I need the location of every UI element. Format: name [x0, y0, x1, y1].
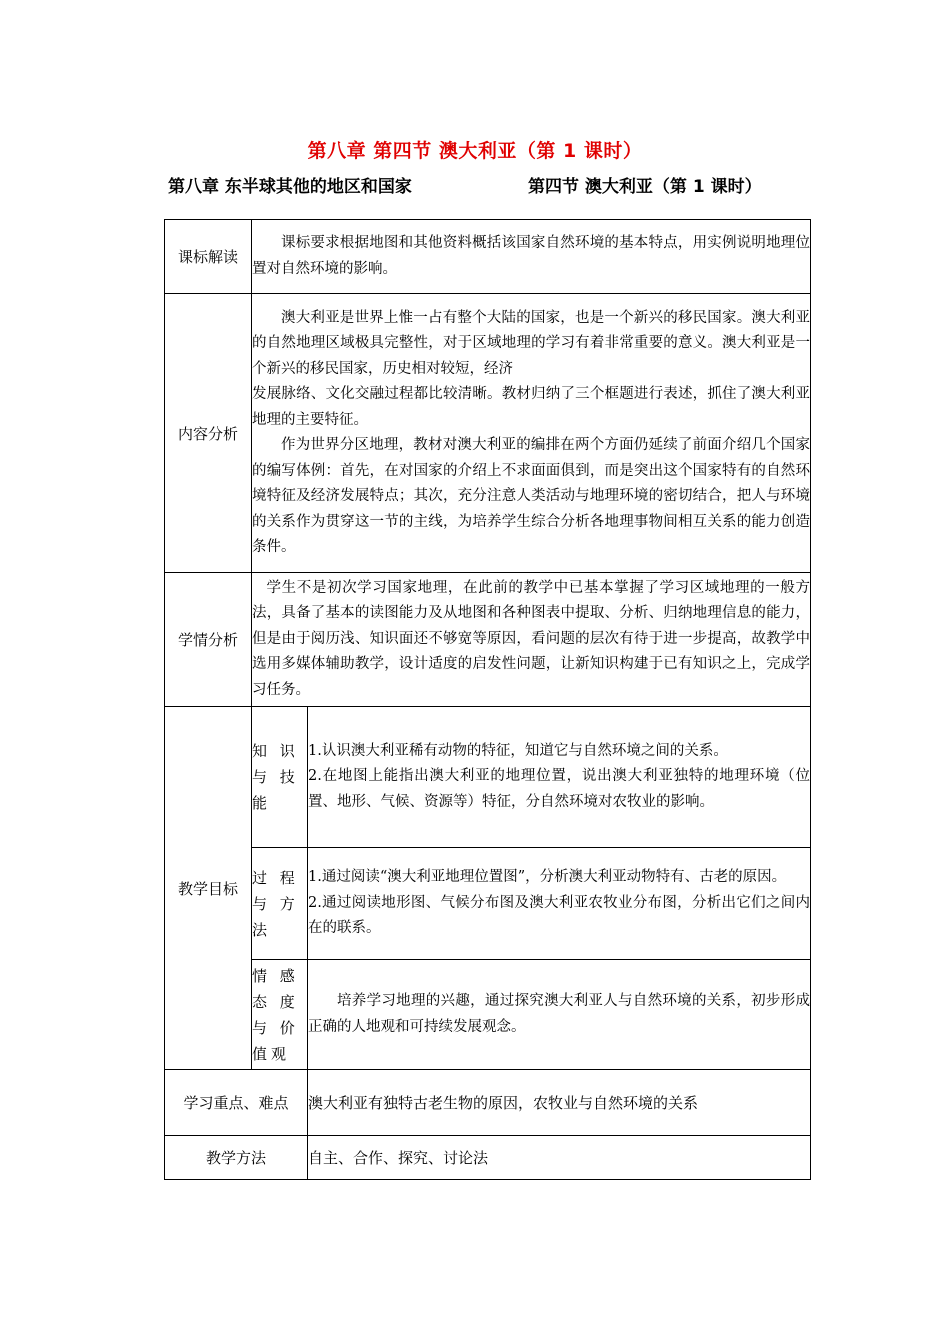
- row-label-content-analysis: 内容分析: [165, 294, 252, 573]
- lesson-plan-table: [164, 219, 811, 1180]
- section-heading: 第四节 澳大利亚（第 1 课时）: [528, 177, 762, 197]
- row-label-key-points: 学习重点、难点: [165, 1070, 308, 1136]
- objective-process-content: [308, 848, 811, 960]
- curriculum-text: 课标要求根据地图和其他资料概括该国家自然环境的基本特点，用实例说明地理位置对自然环境的影响。: [252, 235, 810, 277]
- methods-text: 自主、合作、探究、讨论法: [308, 1136, 811, 1180]
- key-points-text: 澳大利亚有独特古老生物的原因，农牧业与自然环境的关系: [308, 1070, 811, 1136]
- table-row: [165, 573, 811, 707]
- content-analysis-paragraph-1b: 发展脉络、文化交融过程都比较清晰。教材归纳了三个框题进行表述，抓住了澳大利亚地理的主要特征。: [252, 386, 810, 428]
- content-analysis-paragraph-2: 作为世界分区地理，教材对澳大利亚的编排在两个方面仍延续了前面介绍几个国家的编写体例：首先，在对国家的介绍上不求面面俱到，而是突出这个国家特有的自然环境特征及经济发展特点；其次，充分注意人类活动与地理环境的密切结合，把人与环境的关系作为贯穿这一节的主线，为培养学生综合分析各地理事物间相互关系的能力创造条件。: [252, 437, 810, 555]
- learner-analysis-content: [252, 573, 811, 707]
- row-label-curriculum: 课标解读: [165, 220, 252, 294]
- curriculum-content: [252, 220, 811, 294]
- knowledge-item-1: 1.认识澳大利亚稀有动物的特征，知道它与自然环境之间的关系。: [308, 742, 728, 759]
- attitude-text: 培养学习地理的兴趣，通过探究澳大利亚人与自然环境的关系，初步形成正确的人地观和可持续发展观念。: [308, 993, 810, 1035]
- table-row: [165, 848, 811, 960]
- learner-analysis-text: 学生不是初次学习国家地理，在此前的教学中已基本掌握了学习区域地理的一般方法，具备了基本的读图能力及从地图和各种图表中提取、分析、归纳地理信息的能力，但是由于阅历浅、知识面还不够宽等原因，看问题的层次有待于进一步提高，故教学中选用多媒体辅助教学，设计适度的启发性问题，让新知识构建于已有知识之上，完成学习任务。: [252, 579, 810, 698]
- table-row: [165, 1070, 811, 1136]
- objective-knowledge-content: [308, 707, 811, 848]
- table-row: [165, 294, 811, 573]
- process-item-2: 2.通过阅读地形图、气候分布图及澳大利亚农牧业分布图，分析出它们之间内在的联系。: [308, 894, 810, 937]
- page-title: 第八章 第四节 澳大利亚（第 1 课时）: [307, 140, 643, 162]
- knowledge-item-2: 2.在地图上能指出澳大利亚的地理位置，说出澳大利亚独特的地理环境（位置、地形、气候、资源等）特征，分自然环境对农牧业的影响。: [308, 768, 810, 810]
- table-row: [165, 960, 811, 1070]
- row-label-objectives: 教学目标: [165, 707, 252, 1070]
- table-row: [165, 220, 811, 294]
- row-label-learner-analysis: 学情分析: [165, 573, 252, 707]
- content-analysis-content: [252, 294, 811, 573]
- row-label-methods: 教学方法: [165, 1136, 308, 1180]
- objective-attitude-content: [308, 960, 811, 1070]
- table-row: [165, 1136, 811, 1180]
- table-row: [165, 707, 811, 848]
- objective-label-attitude: 情 感 态 度 与 价 值观: [252, 960, 308, 1070]
- process-item-1: 1.通过阅读“澳大利亚地理位置图”，分析澳大利亚动物特有、古老的原因。: [308, 869, 787, 886]
- objective-label-knowledge: 知 识 与 技 能: [252, 707, 308, 848]
- chapter-heading: 第八章 东半球其他的地区和国家: [168, 177, 412, 197]
- objective-label-process: 过 程 与 方 法: [252, 848, 308, 960]
- content-analysis-paragraph-1: 澳大利亚是世界上惟一占有整个大陆的国家，也是一个新兴的移民国家。澳大利亚的自然地理区域极具完整性，对于区域地理的学习有着非常重要的意义。澳大利亚是一个新兴的移民国家，历史相对较短，经济: [252, 309, 810, 377]
